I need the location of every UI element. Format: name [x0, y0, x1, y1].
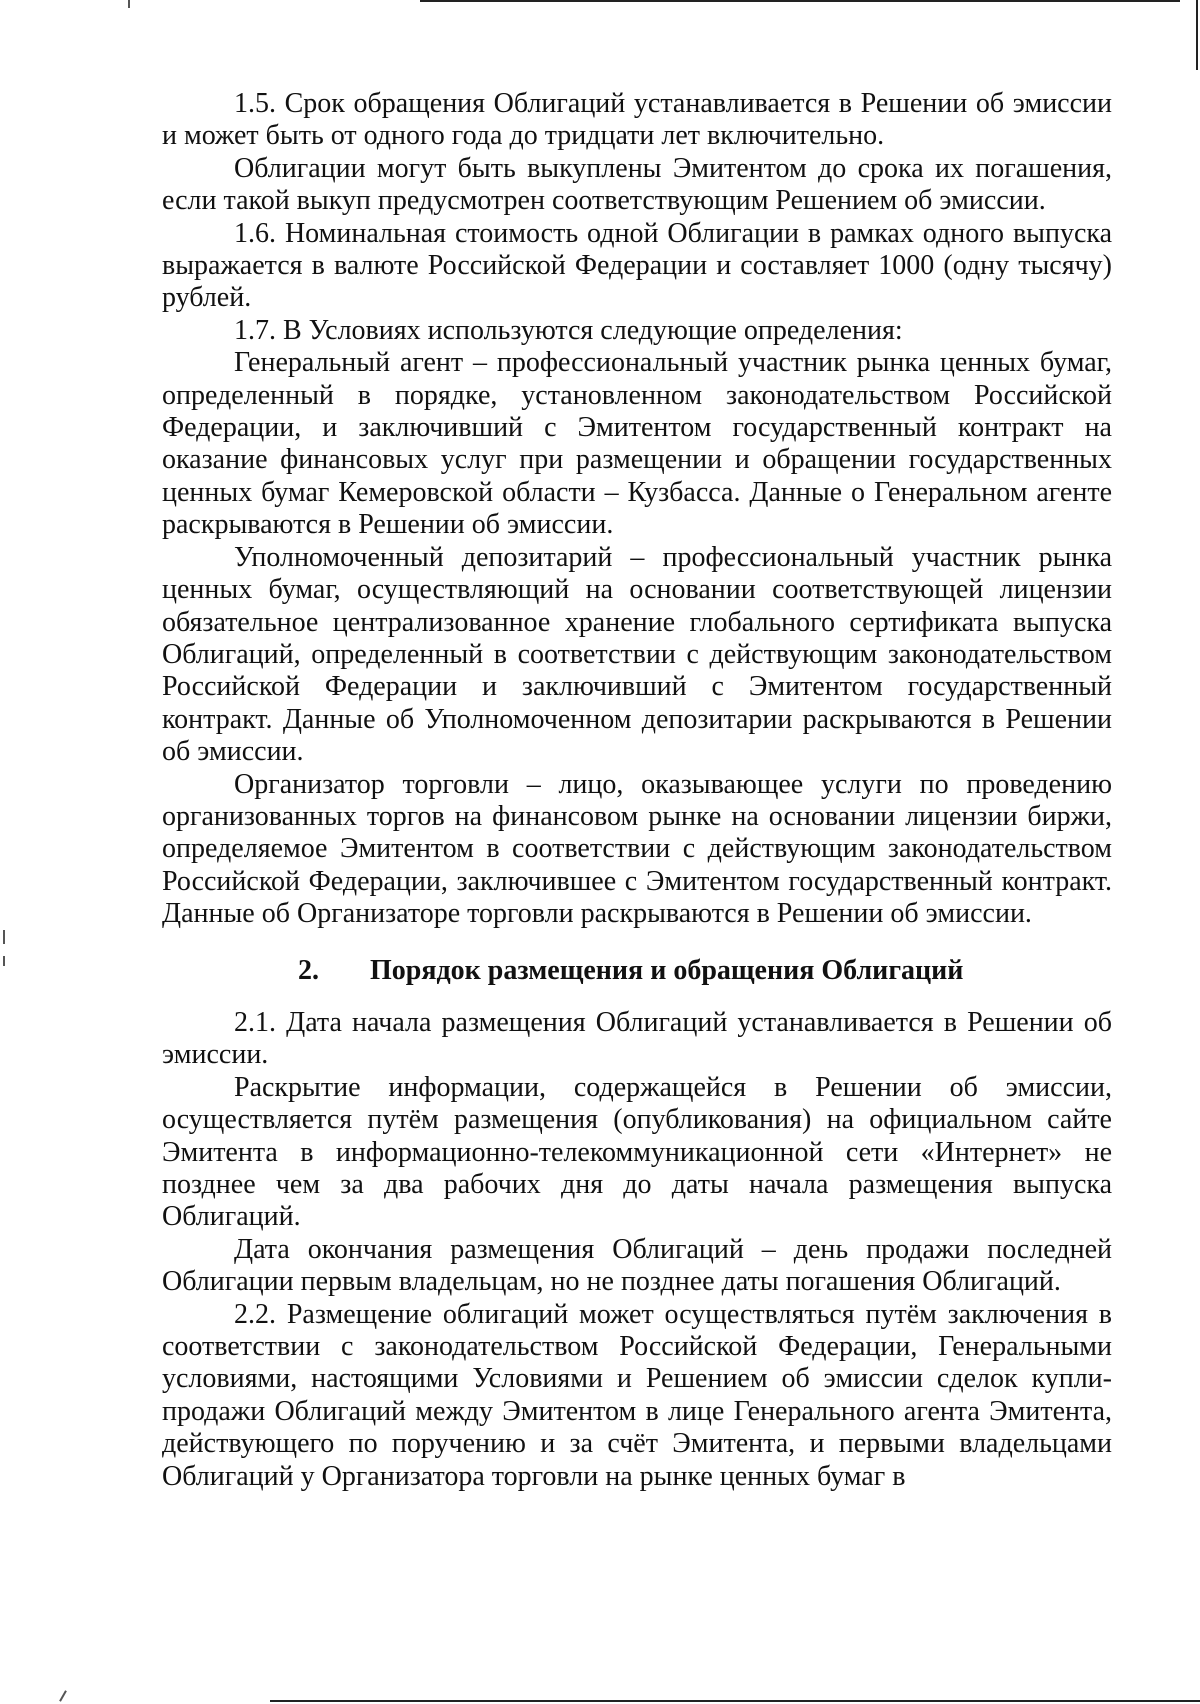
scan-mark-bottom-left: [59, 1690, 67, 1701]
section-2-heading: [162, 955, 1112, 987]
scan-border-right: [1196, 0, 1198, 70]
scan-border-bottom: [270, 1700, 1200, 1702]
paragraph-2-1: 2.1. Дата начала размещения Облигаций устанавливается в Решении об эмиссии.: [162, 1006, 1112, 1071]
paragraph-2-2: 2.2. Размещение облигаций может осуществляться путём заключения в соответствии с законодательством Российской Федерации, Генеральными условиями, настоящими Условиями и Решением об эмиссии сделок купли-продажи Облигаций между Эмитентом в лице Генерального агента Эмитента, действующего по поручению и за счёт Эмитента, и первыми владельцами Облигаций у Организатора торговли на рынке ценных бумаг в: [162, 1298, 1112, 1492]
scan-mark-left-2: [3, 956, 5, 966]
section-2-title: Порядок размещения и обращения Облигаций: [370, 954, 964, 986]
paragraph-organizer: Организатор торговли – лицо, оказывающее услуги по проведению организованных торгов на финансовом рынке на основании лицензии биржи, определяемое Эмитентом в соответствии с действующим законодательством Российской Федерации, заключившее с Эмитентом государственный контракт. Данные об Организаторе торговли раскрываются в Решении об эмиссии.: [162, 768, 1112, 930]
scan-border-top: [420, 0, 1180, 2]
paragraph-1-5: 1.5. Срок обращения Облигаций устанавливается в Решении об эмиссии и может быть от одного года до тридцати лет включительно.: [162, 88, 1112, 152]
scan-mark-left-1: [3, 930, 5, 944]
paragraph-1-7: 1.7. В Условиях используются следующие определения:: [234, 314, 903, 346]
paragraph-end-date: Дата окончания размещения Облигаций – день продажи последней Облигации первым владельцам, но не позднее даты погашения Облигаций.: [162, 1233, 1112, 1298]
section-2-number: 2.: [298, 954, 319, 986]
scan-mark-top-left: [128, 0, 130, 8]
paragraph-buyback: Облигации могут быть выкуплены Эмитентом до срока их погашения, если такой выкуп предусмотрен соответствующим Решением об эмиссии.: [162, 152, 1112, 217]
paragraph-depositary: Уполномоченный депозитарий – профессиональный участник рынка ценных бумаг, осуществляющий на основании соответствующей лицензии обязательное централизованное хранение глобального сертификата выпуска Облигаций, определенный в соответствии с действующим законодательством Российской Федерации и заключивший с Эмитентом государственный контракт. Данные об Уполномоченном депозитарии раскрываются в Решении об эмиссии.: [162, 541, 1112, 768]
paragraph-disclosure: Раскрытие информации, содержащейся в Решении об эмиссии, осуществляется путём размещения (опубликования) на официальном сайте Эмитента в информационно-телекоммуникационной сети «Интернет» не позднее чем за два рабочих дня до даты начала размещения выпуска Облигаций.: [162, 1071, 1112, 1233]
paragraph-1-6: 1.6. Номинальная стоимость одной Облигации в рамках одного выпуска выражается в валюте Российской Федерации и составляет 1000 (одну тысячу) рублей.: [162, 217, 1112, 314]
document-body: [162, 88, 1112, 1493]
paragraph-general-agent: Генеральный агент – профессиональный участник рынка ценных бумаг, определенный в порядке, установленном законодательством Российской Федерации, и заключивший с Эмитентом государственный контракт на оказание финансовых услуг при размещении и обращении государственных ценных бумаг Кемеровской области – Кузбасса. Данные о Генеральном агенте раскрываются в Решении об эмиссии.: [162, 347, 1112, 541]
